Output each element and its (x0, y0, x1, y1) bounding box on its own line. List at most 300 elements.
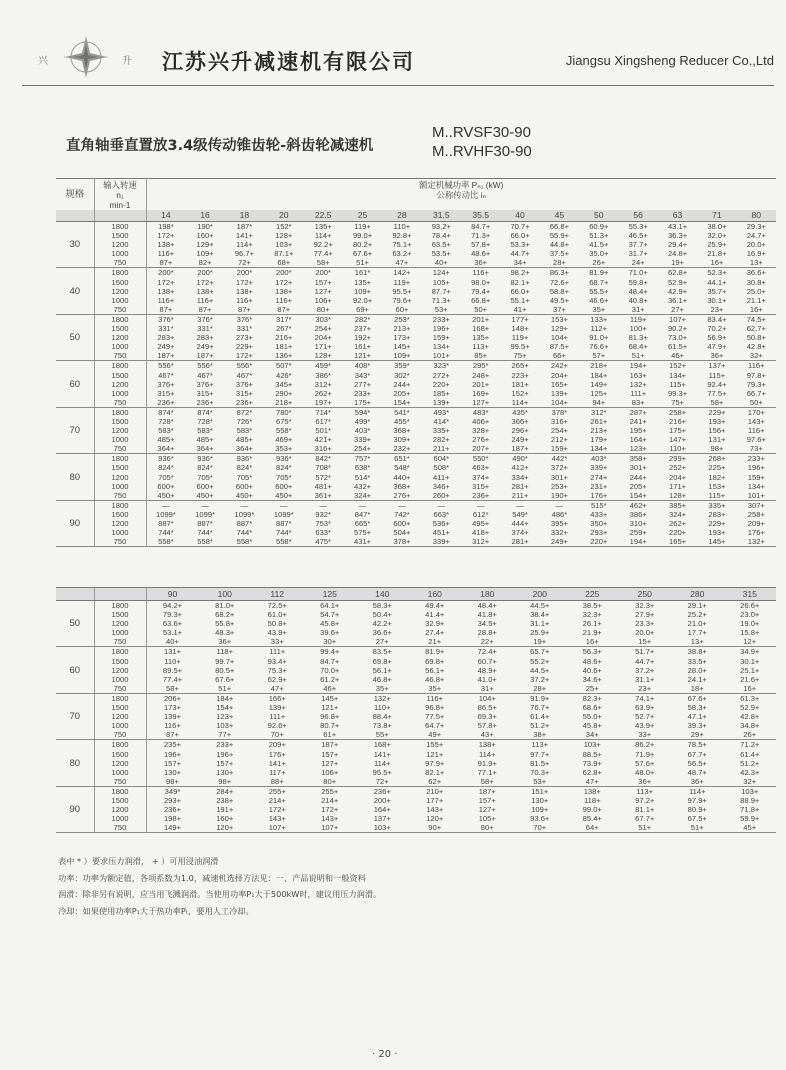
title-cn: 直角轴垂直置放3.4级传动锥齿轮-斜齿轮减速机 (66, 138, 374, 154)
power-cell: 485+ (157, 435, 175, 445)
table-row (56, 712, 776, 721)
power-cell: 824* (275, 463, 292, 473)
power-cell: 152+ (511, 388, 529, 398)
power-cell: 633* (315, 528, 331, 538)
power-cell: 173+ (393, 333, 411, 343)
power-cell: 181+ (511, 379, 529, 389)
power-cell: 31+ (480, 683, 494, 693)
power-cell: 315+ (196, 388, 214, 398)
power-cell: 32.3+ (635, 601, 655, 610)
speed-cell: 1200 (94, 426, 146, 435)
power-cell: 143+ (321, 814, 339, 824)
power-cell: 515* (590, 500, 607, 510)
power-cell: 37.7+ (628, 240, 648, 250)
power-cell: 48.6+ (471, 249, 491, 259)
power-cell: 68.4+ (628, 342, 648, 352)
power-cell: 86.5+ (477, 703, 497, 713)
power-cell: 50+ (474, 304, 488, 314)
power-cell: 462+ (629, 500, 647, 510)
table-row (56, 231, 776, 240)
power-cell: 207+ (472, 444, 490, 454)
power-cell: 200* (197, 268, 213, 278)
power-cell: 139+ (432, 397, 450, 407)
power-cell: 315+ (157, 388, 175, 398)
speed-cell: 1800 (94, 314, 146, 324)
power-cell: 51+ (356, 258, 369, 268)
power-cell: 61.3+ (740, 693, 760, 703)
power-cell: 149+ (163, 823, 182, 833)
power-cell: 550* (472, 454, 489, 464)
power-cell: 204+ (669, 472, 687, 482)
power-cell: 128+ (275, 231, 293, 241)
power-cell: 115+ (669, 379, 686, 389)
power-cell: 395+ (550, 519, 568, 528)
power-cell: 378+ (393, 537, 411, 547)
power-cell: 58+ (316, 258, 330, 268)
power-cell: 324+ (669, 509, 687, 519)
power-cell: 260+ (432, 490, 450, 500)
power-cell: 36+ (690, 776, 704, 786)
power-cell: 47.9+ (707, 342, 727, 352)
power-cell: 75.1+ (392, 240, 412, 250)
power-cell: 486* (551, 509, 568, 519)
power-cell: 726* (236, 416, 253, 426)
power-cell: 301+ (629, 463, 647, 473)
power-cell: 335+ (432, 426, 450, 436)
power-cell: 93.2+ (431, 222, 451, 231)
table-row (56, 619, 776, 628)
table-row (56, 740, 776, 750)
power-cell: 111+ (269, 712, 286, 722)
power-cell: 558* (158, 537, 174, 547)
power-cell: 176+ (747, 528, 765, 538)
power-cell: 70.7+ (510, 222, 530, 231)
power-cell: 110+ (393, 222, 411, 231)
power-cell: 135+ (314, 222, 332, 231)
power-cell: 135+ (354, 277, 372, 287)
power-cell: 115+ (708, 370, 726, 380)
power-cell: 19.0+ (740, 619, 760, 629)
power-cell: 47+ (270, 683, 284, 693)
power-cell: 63.2+ (392, 249, 412, 259)
power-cell: 241+ (629, 416, 647, 426)
table-row (56, 444, 776, 454)
power-cell: 21.9+ (582, 628, 602, 638)
speed-cell: 750 (94, 258, 146, 268)
power-cell: 887* (275, 519, 292, 528)
power-cell: 435* (512, 407, 528, 417)
power-cell: 131+ (163, 647, 182, 657)
power-cell: 21.0+ (687, 619, 707, 629)
power-cell: 105+ (432, 277, 450, 287)
speed-cell: 1000 (94, 389, 146, 398)
power-cell: 249+ (196, 342, 214, 352)
power-cell: 936* (197, 454, 213, 464)
table-row (56, 796, 776, 805)
power-cell: 213+ (393, 324, 411, 334)
power-cell: 157+ (478, 795, 496, 805)
power-cell: 134+ (747, 481, 765, 491)
power-cell: 583* (197, 426, 213, 436)
table-row (56, 305, 776, 315)
power-cell: 137+ (373, 814, 391, 824)
power-cell: 130+ (163, 767, 182, 777)
power-cell: 76.6+ (589, 342, 609, 352)
power-cell: 98.2+ (510, 268, 530, 278)
power-cell: 96.8+ (320, 712, 340, 722)
power-cell: 38.0+ (707, 222, 727, 231)
power-cell: 315+ (472, 481, 490, 491)
power-cell: 204+ (550, 370, 568, 380)
power-cell: 295* (472, 361, 489, 371)
power-cell: 276+ (393, 490, 411, 500)
speed-cell: 750 (94, 305, 146, 315)
power-cell: 103+ (373, 823, 391, 833)
power-cell: 55+ (375, 730, 389, 740)
power-cell: 742* (394, 509, 410, 519)
power-cell: 89.5+ (162, 665, 183, 675)
power-cell: 72.4+ (477, 647, 497, 657)
power-cell: 82+ (198, 258, 212, 268)
power-cell: 87.5+ (549, 342, 570, 352)
power-cell: 132+ (629, 379, 647, 389)
speed-cell: 750 (94, 444, 146, 454)
power-cell: 728* (197, 416, 213, 426)
power-cell: 59.8+ (628, 277, 648, 287)
power-cell: 66.7+ (746, 388, 766, 398)
table-row (56, 473, 776, 482)
power-cell: 43.9+ (635, 721, 655, 731)
power-cell: 129+ (550, 324, 568, 334)
power-cell: 175+ (354, 397, 372, 407)
power-cell: 51.7+ (635, 647, 655, 657)
table-row (56, 777, 776, 787)
power-cell: 171+ (314, 342, 332, 352)
power-cell: 372+ (550, 463, 568, 473)
size-cell: 90 (56, 786, 94, 832)
power-cell: 181+ (275, 342, 293, 352)
power-cell: 25.1+ (740, 665, 760, 675)
table-row (56, 380, 776, 389)
table-row (56, 361, 776, 371)
power-cell: 197+ (314, 397, 332, 407)
power-cell: 138+ (196, 286, 214, 296)
power-cell: 364+ (235, 444, 253, 454)
power-cell: 86.2+ (635, 740, 655, 750)
power-cell: 274+ (590, 472, 608, 482)
power-cell: 32.0+ (707, 231, 727, 241)
power-cell: 600+ (275, 481, 293, 491)
speed-cell: 1500 (94, 371, 146, 380)
power-cell: 44.7+ (635, 656, 655, 666)
power-cell: 236+ (235, 397, 253, 407)
power-cell: 213+ (590, 426, 608, 436)
power-cell: 184+ (216, 693, 234, 703)
power-cell: 168+ (472, 324, 490, 334)
power-cell: 21+ (428, 637, 442, 647)
power-cell: 36.1+ (667, 295, 688, 305)
power-cell: 67.6+ (215, 674, 235, 684)
power-cell: 134+ (590, 444, 608, 454)
power-cell: 84.7+ (471, 222, 491, 231)
power-cell: 558* (275, 537, 292, 547)
power-cell: 514* (354, 472, 371, 482)
power-cell: 58+ (710, 397, 724, 407)
power-cell: 163+ (629, 370, 647, 380)
table-row (56, 435, 776, 444)
power-cell: 450+ (235, 490, 253, 500)
table-row (56, 601, 776, 611)
speed-cell: 750 (94, 823, 146, 833)
power-cell: 131+ (708, 435, 726, 445)
power-cell: 104+ (550, 333, 568, 343)
power-cell: 38+ (533, 730, 547, 740)
power-cell: 451+ (432, 528, 450, 538)
power-cell: 339+ (432, 537, 450, 547)
power-cell: 100+ (629, 324, 647, 334)
ratio-header: 280 (671, 588, 724, 601)
power-cell: 134+ (432, 342, 450, 352)
power-cell: 191+ (216, 805, 234, 815)
power-cell: 209+ (747, 519, 765, 528)
power-cell: 229+ (708, 407, 726, 417)
power-cell: 936* (158, 454, 174, 464)
power-cell: 39.3+ (687, 721, 707, 731)
power-cell: 38.5+ (582, 601, 602, 610)
table-row (56, 351, 776, 361)
power-cell: 312* (590, 407, 607, 417)
power-cell: 600+ (157, 481, 175, 491)
power-cell: 169+ (472, 388, 490, 398)
power-cell: 60.9+ (589, 222, 609, 231)
power-cell: 127+ (472, 397, 490, 407)
power-cell: 508* (433, 463, 450, 473)
power-cell: 27+ (375, 637, 389, 647)
power-cell: 85+ (474, 351, 488, 361)
power-cell: 33+ (270, 637, 284, 647)
power-cell: 233+ (354, 388, 372, 398)
power-cell: 72+ (375, 776, 389, 786)
power-cell: 132+ (747, 537, 765, 547)
power-cell: 93.6+ (530, 814, 550, 824)
power-cell: 47+ (585, 776, 599, 786)
power-cell: 376+ (196, 379, 214, 389)
table-row (56, 666, 776, 675)
ratio-header: 22.5 (304, 210, 343, 222)
power-cell: 116+ (275, 295, 293, 305)
power-cell: 237+ (354, 324, 372, 334)
power-cell: 84.7+ (320, 656, 340, 666)
table-row (56, 675, 776, 684)
power-cell: 757* (354, 454, 371, 464)
power-cell: 708* (315, 463, 331, 473)
power-cell: 236+ (472, 490, 490, 500)
power-cell: 29.1+ (687, 601, 707, 610)
power-cell: 172+ (268, 805, 286, 815)
power-cell: 48.0+ (635, 767, 655, 777)
power-cell: 121+ (321, 703, 339, 713)
power-cell: 87+ (166, 730, 179, 740)
power-cell: 418+ (472, 528, 490, 538)
power-cell: 177+ (511, 314, 529, 324)
table-row (56, 417, 776, 426)
power-cell: 32.9+ (425, 619, 445, 629)
power-cell: 185+ (432, 388, 450, 398)
power-cell: 572* (315, 472, 331, 482)
power-cell: 56.5+ (687, 758, 707, 768)
header-size: 规格 (56, 179, 94, 211)
power-cell: 46.8+ (372, 674, 392, 684)
power-cell: 62.9+ (267, 674, 287, 684)
power-cell: 148+ (511, 324, 529, 334)
power-cell: 714* (315, 407, 331, 417)
power-cell: 75.3+ (267, 665, 287, 675)
power-cell: 46+ (671, 351, 684, 361)
power-cell: 248+ (472, 370, 490, 380)
power-cell: 20.0+ (635, 628, 655, 638)
power-cell: 91.9+ (530, 693, 550, 703)
power-cell: 114+ (373, 758, 391, 768)
speed-cell: 1500 (94, 510, 146, 519)
power-cell: 44.1+ (707, 277, 727, 287)
power-cell: 156+ (708, 426, 726, 436)
power-cell: 141+ (235, 231, 253, 241)
speed-cell: 1500 (94, 796, 146, 805)
table-row (56, 684, 776, 694)
power-cell: 135+ (472, 333, 490, 343)
power-cell: 21.1+ (746, 295, 766, 305)
power-cell: 663* (433, 509, 450, 519)
power-cell: 69.8+ (372, 656, 392, 666)
power-cell: 450+ (157, 490, 175, 500)
speed-cell: 1200 (94, 380, 146, 389)
power-cell: 18+ (690, 683, 704, 693)
speed-cell: 750 (94, 491, 146, 501)
power-cell: 600+ (393, 519, 411, 528)
power-cell: 874* (197, 407, 213, 417)
power-cell: 34.5+ (477, 619, 497, 629)
power-cell: 936* (275, 454, 292, 464)
size-cell: 50 (56, 601, 94, 647)
power-cell: 220+ (432, 379, 450, 389)
power-cell: 60+ (395, 304, 409, 314)
power-cell: 541* (394, 407, 410, 417)
power-cell: 408* (354, 361, 371, 371)
power-cell: 176+ (590, 490, 608, 500)
power-cell: 705* (236, 472, 253, 482)
power-cell: 87+ (277, 304, 291, 314)
power-cell: 316+ (550, 416, 568, 426)
power-cell: 179+ (590, 435, 608, 445)
power-cell: 176+ (268, 749, 286, 759)
table-row (56, 278, 776, 287)
power-cell: 364+ (157, 444, 175, 454)
power-cell: 103+ (741, 786, 759, 796)
power-cell: 242+ (550, 361, 568, 371)
ratio-header: 35.5 (461, 210, 500, 222)
power-cell: 44.5+ (530, 601, 550, 610)
power-cell: 48.7+ (687, 767, 707, 777)
power-cell: 66.0+ (510, 286, 530, 296)
power-cell: 30.1+ (707, 295, 727, 305)
power-cell: 26+ (592, 258, 606, 268)
power-cell: 109+ (354, 286, 372, 296)
power-cell: 36+ (638, 776, 652, 786)
power-cell: 41.5+ (589, 240, 609, 250)
ratio-header: 140 (356, 588, 409, 601)
power-cell: — (437, 500, 446, 510)
power-cell: 81.0+ (215, 601, 235, 610)
power-cell: 847* (354, 509, 371, 519)
power-cell: 27.4+ (425, 628, 445, 638)
power-cell: 617* (315, 416, 331, 426)
power-cell: 152+ (669, 361, 687, 371)
power-cell: 638* (354, 463, 371, 473)
power-cell: 467* (236, 370, 253, 380)
power-cell: 21.8+ (707, 249, 727, 259)
power-cell: 211+ (511, 490, 529, 500)
power-cell: 172+ (235, 277, 253, 287)
power-cell: 164+ (629, 435, 647, 445)
power-cell: 87.7+ (431, 286, 451, 296)
ratio-spacer (56, 210, 94, 222)
power-cell: 128+ (314, 351, 332, 361)
power-cell: 386+ (629, 509, 647, 519)
power-cell: 116+ (236, 295, 253, 305)
power-cell: 23.3+ (635, 619, 655, 629)
power-cell: 467* (197, 370, 213, 380)
power-cell: 53.3+ (510, 240, 530, 250)
power-cell: 376+ (157, 379, 175, 389)
header-power: 额定机械功率 Pₙ₁ (kW) (146, 179, 776, 191)
power-cell: 874* (158, 407, 174, 417)
power-cell: 23+ (710, 304, 724, 314)
power-cell: 196+ (216, 749, 234, 759)
table-row (56, 657, 776, 666)
power-cell: 193+ (708, 528, 726, 538)
power-cell: 67.7+ (687, 749, 707, 759)
power-cell: 71.3+ (431, 295, 451, 305)
power-cell: 92.0+ (352, 295, 373, 305)
power-cell: 114+ (314, 231, 332, 241)
power-cell: 412+ (511, 463, 529, 473)
power-cell: 450+ (275, 490, 293, 500)
power-cell: 316+ (314, 444, 332, 454)
power-cell: 69.8+ (425, 656, 445, 666)
power-cell: 56.1+ (372, 665, 392, 675)
ratio-spacer (94, 588, 146, 601)
power-cell: 80.9+ (687, 805, 707, 815)
power-cell: 103+ (275, 240, 293, 250)
power-cell: 267* (275, 324, 292, 334)
power-cell: 32.3+ (582, 610, 602, 620)
power-cell: 26.1+ (582, 619, 602, 629)
power-cell: 34+ (585, 730, 599, 740)
power-cell: 74.5+ (746, 314, 766, 324)
power-cell: 29+ (690, 730, 704, 740)
power-cell: 124+ (432, 268, 450, 278)
power-cell: 310+ (629, 519, 647, 528)
size-cell: 30 (56, 222, 94, 268)
power-cell: 46.6+ (589, 295, 609, 305)
power-cell: 161+ (354, 342, 372, 352)
power-cell: 25+ (585, 683, 599, 693)
power-cell: 172+ (196, 277, 214, 287)
power-cell: 276+ (472, 435, 490, 445)
power-cell: 600+ (196, 481, 214, 491)
power-cell: 16+ (710, 258, 724, 268)
power-cell: 193+ (708, 416, 726, 426)
